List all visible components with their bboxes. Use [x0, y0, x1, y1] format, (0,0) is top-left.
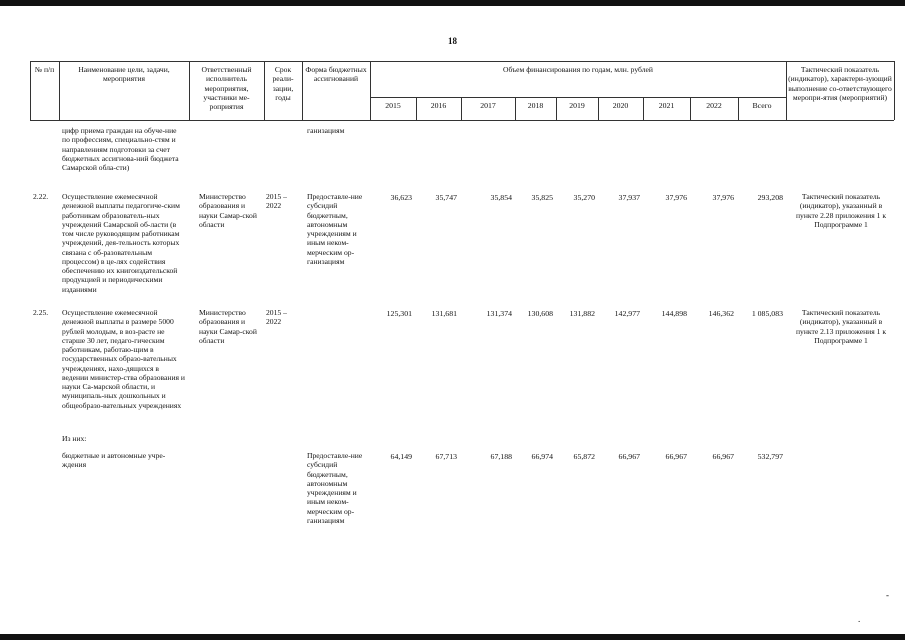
row-indicator: Тактический показатель (индикатор), указанный в пункте 2.13 приложения 1 к Подпрограмме 1 — [795, 308, 887, 345]
value-cell: 144,898 — [661, 309, 687, 318]
value-cell: 67,188 — [490, 452, 512, 461]
value-cell-total: 293,208 — [757, 193, 783, 202]
page-number: 18 — [448, 36, 457, 46]
value-cell: 66,967 — [665, 452, 687, 461]
year-header-total: Всего — [752, 101, 772, 110]
row-name: Осуществление ежемесячной денежной выплаты в размере 5000 рублей молодым, в воз-расте не старше 30 лет, педаго-гическим работникам, работаю-щим в государственных образо-вательных учреждениях, нахо-дящихся в ведении министер-ства образования и науки Са-марской области, и муниципаль-ных дошкольных и общеобразо-вательных учреждениях — [62, 308, 185, 410]
row-form: Предоставле-ние субсидий бюджетным, автономным учреждениям и иным неком-мерческим ор-ганизациям — [307, 192, 363, 266]
value-cell-total: 532,797 — [757, 452, 783, 461]
year-header: 2022 — [706, 101, 722, 110]
continuation-form: ганизациям — [307, 126, 345, 135]
value-cell: 36,623 — [390, 193, 412, 202]
year-header: 2016 — [430, 101, 447, 110]
header-term: Срок реали-зации, годы — [272, 65, 294, 102]
value-cell: 66,967 — [712, 452, 734, 461]
bottom-border — [0, 634, 905, 640]
subrow-name: бюджетные и автономные учре-ждения — [62, 451, 166, 470]
years-top-line — [370, 97, 786, 98]
value-cell: 125,301 — [386, 309, 412, 318]
value-cell: 35,747 — [435, 193, 457, 202]
value-cell: 130,608 — [527, 309, 553, 318]
header-bottom-line — [30, 120, 894, 121]
row-executor: Министерство образования и науки Самар-ской области — [199, 308, 257, 345]
header-num: № п/п — [34, 65, 55, 74]
continuation-name: цифр приема граждан на обуче-ние по профессиям, специально-стям и направлениям подготовки за счет бюджетных ассигнова-ний бюджета Самарской обла-сти) — [62, 126, 179, 172]
header-form: Форма бюджетных ассигнований — [305, 65, 367, 84]
row-term: 2015 – 2022 — [266, 308, 287, 327]
value-cell: 67,713 — [435, 452, 457, 461]
scan-speck: - — [886, 590, 889, 600]
header-top-line — [30, 61, 894, 62]
year-header: 2019 — [569, 101, 585, 110]
header-finance: Объем финансирования по годам, млн. рублей — [503, 65, 653, 74]
top-border — [0, 0, 905, 6]
row-term: 2015 – 2022 — [266, 192, 287, 211]
value-cell: 66,967 — [618, 452, 640, 461]
row-executor: Министерство образования и науки Самар-ской области — [199, 192, 257, 229]
value-cell-total: 1 085,083 — [751, 309, 783, 318]
scan-speck: . — [858, 614, 861, 624]
subrow-form: Предоставле-ние субсидий бюджетным, автономным учреждениям и иным неком-мерческим ор-ганизациям — [307, 451, 363, 525]
value-cell: 131,374 — [486, 309, 512, 318]
value-cell: 37,937 — [618, 193, 640, 202]
value-cell: 131,681 — [431, 309, 457, 318]
header-indicator: Тактический показатель (индикатор), характери-зующий выполнение со-ответствующего меропри-ятия (мероприятий) — [788, 65, 892, 102]
value-cell: 146,362 — [708, 309, 734, 318]
year-header: 2021 — [658, 101, 675, 110]
row-name: Осуществление ежемесячной денежной выплаты педагогиче-ским работникам образователь-ных учреждений Самарской об-ласти (в том числе руководящим работникам учреждений, дея-тельность которых связана с об-разовательным процессом) в це-лях содействия обеспечению их книгоиздательской продукцией и периодическими изданиями — [62, 192, 180, 294]
value-cell: 37,976 — [665, 193, 687, 202]
value-cell: 131,882 — [569, 309, 595, 318]
value-cell: 142,977 — [614, 309, 640, 318]
year-header: 2020 — [612, 101, 629, 110]
header-name: Наименование цели, задачи, мероприятия — [78, 65, 170, 84]
row-number: 2.25. — [33, 308, 49, 317]
value-cell: 66,974 — [531, 452, 553, 461]
year-header: 2015 — [385, 101, 401, 110]
value-cell: 64,149 — [390, 452, 412, 461]
value-cell: 65,872 — [573, 452, 595, 461]
grid-line — [786, 61, 787, 120]
year-header: 2018 — [527, 101, 544, 110]
value-cell: 37,976 — [712, 193, 734, 202]
value-cell: 35,270 — [573, 193, 595, 202]
year-header: 2017 — [480, 101, 496, 110]
header-executor: Ответственный исполнитель мероприятия, участники ме-роприятия — [201, 65, 252, 111]
grid-line — [894, 61, 895, 120]
subrow-label: Из них: — [62, 434, 87, 443]
grid-line — [264, 61, 265, 120]
grid-line — [302, 61, 303, 120]
value-cell: 35,854 — [490, 193, 512, 202]
row-indicator: Тактический показатель (индикатор), указанный в пункте 2.28 приложения 1 к Подпрограмме 1 — [795, 192, 887, 229]
grid-line — [59, 61, 60, 120]
value-cell: 35,825 — [531, 193, 553, 202]
row-number: 2.22. — [33, 192, 49, 201]
grid-line — [189, 61, 190, 120]
